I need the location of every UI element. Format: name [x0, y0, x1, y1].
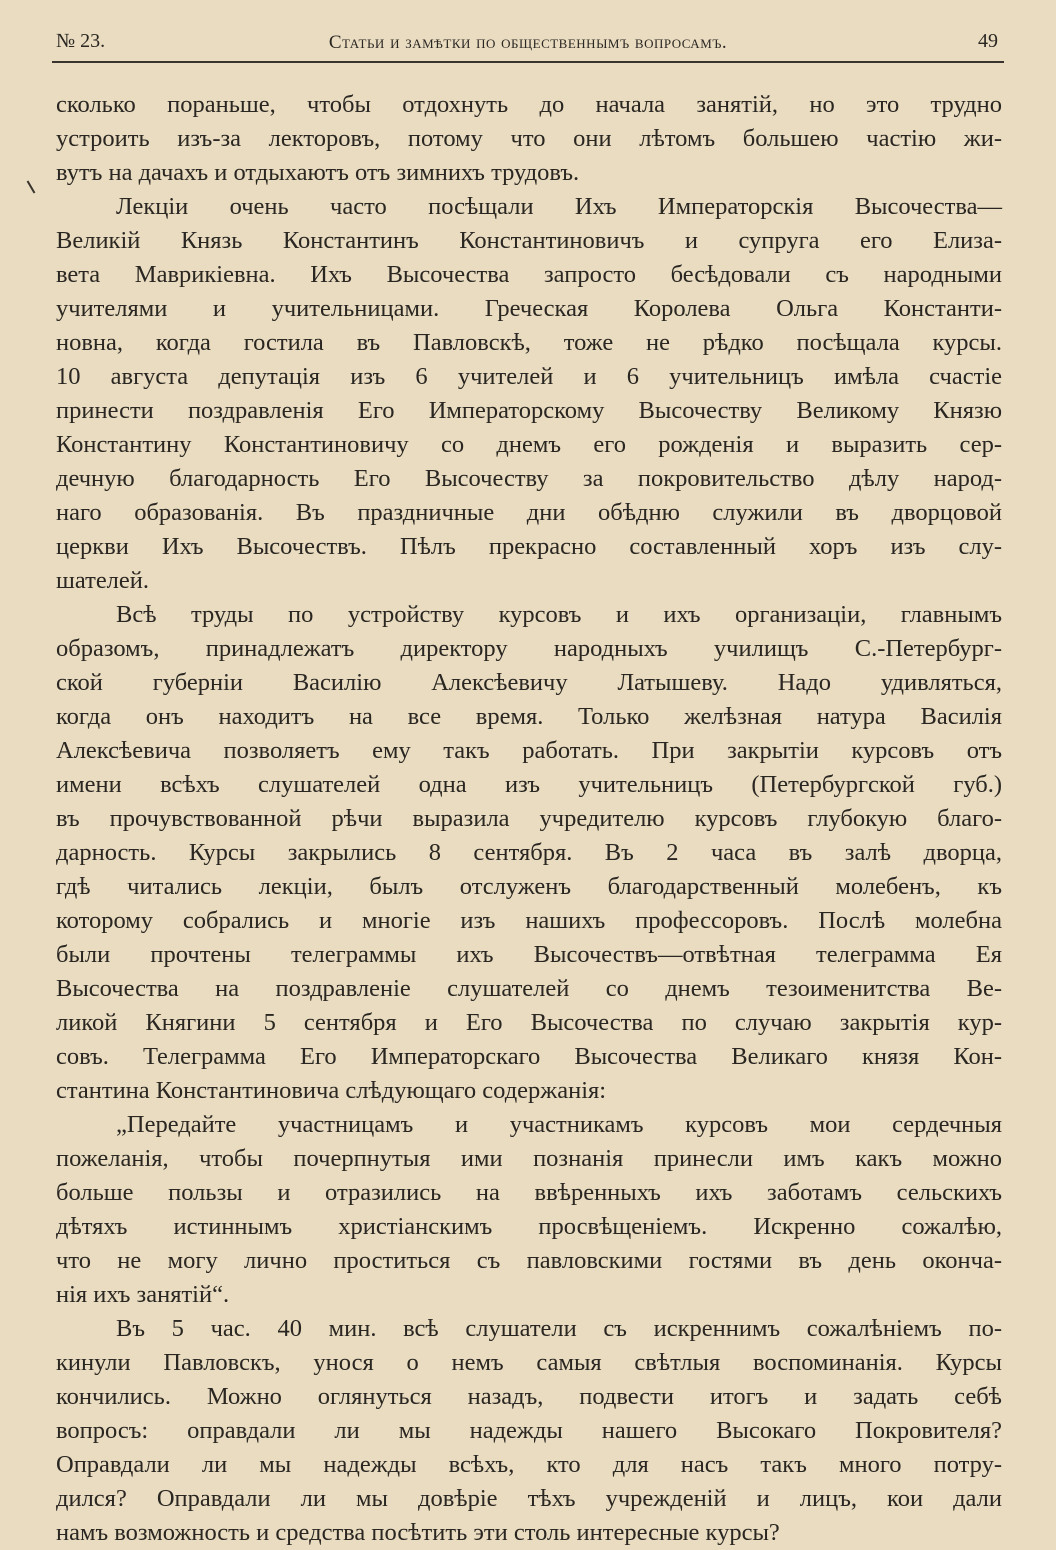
- article-body: [56, 88, 1002, 1550]
- text-line: дарность. Курсы закрылись 8 сентября. Въ 2 часа въ залѣ дворца,: [56, 839, 1002, 866]
- margin-mark: [27, 180, 36, 193]
- text-line: кинули Павловскъ, унося о немъ самыя свѣтлыя воспоминанія. Курсы: [56, 1349, 1002, 1376]
- text-line: больше пользы и отразились на ввѣренныхъ ихъ заботамъ сельскихъ: [56, 1179, 1002, 1206]
- running-header: [52, 30, 1004, 62]
- text-line: учителями и учительницами. Греческая Королева Ольга Константи-: [56, 295, 1002, 322]
- text-line: въ прочувствованной рѣчи выразила учредителю курсовъ глубокую благо-: [56, 805, 1002, 832]
- text-line: дечную благодарность Его Высочеству за покровительство дѣлу народ-: [56, 465, 1002, 492]
- text-line: вета Маврикіевна. Ихъ Высочества запросто бесѣдовали съ народными: [56, 261, 1002, 288]
- running-title: Статьи и замѣтки по общественнымъ вопросамъ.: [328, 32, 728, 53]
- text-line: гдѣ читались лекціи, былъ отслуженъ благодарственный молебенъ, къ: [56, 873, 1002, 900]
- text-line: Великій Князь Константинъ Константиновичъ и супруга его Елиза-: [56, 227, 1002, 254]
- text-line: принести поздравленія Его Императорскому Высочеству Великому Князю: [56, 397, 1002, 424]
- text-line: пожеланія, чтобы почерпнутыя ими познанія принесли имъ какъ можно: [56, 1145, 1002, 1172]
- text-line: наго образованія. Въ праздничные дни обѣдню служили въ дворцовой: [56, 499, 1002, 526]
- paragraph: [56, 1312, 1002, 1550]
- text-line: Оправдали ли мы надежды всѣхъ, кто для насъ такъ много потру-: [56, 1451, 1002, 1478]
- paragraph: [56, 88, 1002, 190]
- text-line: новна, когда гостила въ Павловскѣ, тоже не рѣдко посѣщала курсы.: [56, 329, 1002, 356]
- text-line: сколько пораньше, чтобы отдохнуть до начала занятій, но это трудно: [56, 91, 1002, 118]
- text-line: кончились. Можно оглянуться назадъ, подвести итогъ и задать себѣ: [56, 1383, 1002, 1410]
- text-line: „Передайте участницамъ и участникамъ курсовъ мои сердечныя: [116, 1111, 1002, 1138]
- text-line: ликой Княгини 5 сентября и Его Высочества по случаю закрытія кур-: [56, 1009, 1002, 1036]
- paragraph: [56, 190, 1002, 598]
- text-line: стантина Константиновича слѣдующаго содержанія:: [56, 1077, 607, 1104]
- text-line: образомъ, принадлежатъ директору народныхъ училищъ С.-Петербург-: [56, 635, 1002, 662]
- text-line: церкви Ихъ Высочествъ. Пѣлъ прекрасно составленный хоръ изъ слу-: [56, 533, 1002, 560]
- text-line: что не могу лично проститься съ павловскими гостями въ день оконча-: [56, 1247, 1002, 1274]
- text-line: дился? Оправдали ли мы довѣріе тѣхъ учрежденій и лицъ, кои дали: [56, 1485, 1002, 1512]
- text-line: Константину Константиновичу со днемъ его рожденія и выразить сер-: [56, 431, 1002, 458]
- text-line: ской губерніи Василію Алексѣевичу Латышеву. Надо удивляться,: [56, 669, 1002, 696]
- paragraph: [56, 1108, 1002, 1312]
- paragraph: [56, 598, 1002, 1108]
- text-line: шателей.: [56, 567, 150, 594]
- text-line: которому собрались и многіе изъ нашихъ профессоровъ. Послѣ молебна: [56, 907, 1002, 934]
- text-line: дѣтяхъ истиннымъ христіанскимъ просвѣщеніемъ. Искренно сожалѣю,: [56, 1213, 1002, 1240]
- text-line: Высочества на поздравленіе слушателей со днемъ тезоименитства Ве-: [56, 975, 1002, 1002]
- text-line: Въ 5 час. 40 мин. всѣ слушатели съ искреннимъ сожалѣніемъ по-: [116, 1315, 1002, 1342]
- header-rule: [52, 61, 1004, 63]
- page-number: 49: [978, 30, 998, 52]
- text-line: совъ. Телеграмма Его Императорскаго Высочества Великаго князя Кон-: [56, 1043, 1002, 1070]
- text-line: Лекціи очень часто посѣщали Ихъ Императорскія Высочества—: [116, 193, 1002, 220]
- text-line: 10 августа депутація изъ 6 учителей и 6 учительницъ имѣла счастіе: [56, 363, 1002, 390]
- text-line: вопросъ: оправдали ли мы надежды нашего Высокаго Покровителя?: [56, 1417, 1002, 1444]
- text-line: устроить изъ-за лекторовъ, потому что они лѣтомъ большею частію жи-: [56, 125, 1002, 152]
- text-line: Алексѣевича позволяетъ ему такъ работать. При закрытіи курсовъ отъ: [56, 737, 1002, 764]
- text-line: намъ возможность и средства посѣтить эти столь интересные курсы?: [56, 1519, 780, 1546]
- issue-number: № 23.: [56, 30, 106, 52]
- text-line: когда онъ находитъ на все время. Только желѣзная натура Василія: [56, 703, 1002, 730]
- text-line: вутъ на дачахъ и отдыхаютъ отъ зимнихъ трудовъ.: [56, 159, 580, 186]
- text-line: нія ихъ занятій“.: [56, 1281, 230, 1308]
- text-line: Всѣ труды по устройству курсовъ и ихъ организаціи, главнымъ: [116, 601, 1002, 628]
- text-line: имени всѣхъ слушателей одна изъ учительницъ (Петербургской губ.): [56, 771, 1002, 798]
- text-line: были прочтены телеграммы ихъ Высочествъ—отвѣтная телеграмма Ея: [56, 941, 1002, 968]
